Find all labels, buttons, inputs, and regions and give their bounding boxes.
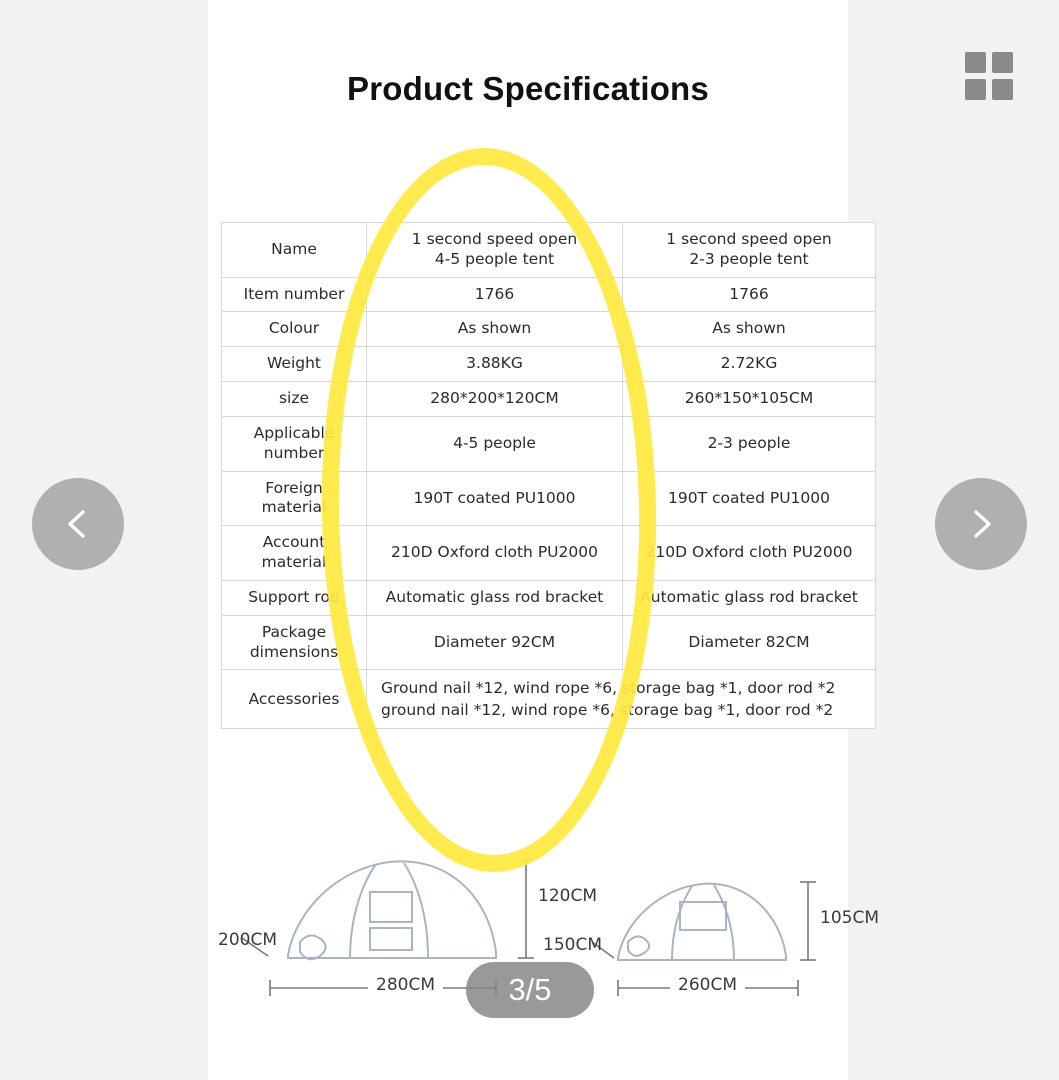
row-label: Weight [222,347,367,382]
grid-cell [965,79,986,100]
row-value-a: 190T coated PU1000 [367,471,623,526]
table-row [222,471,876,526]
row-value-b: 1 second speed open 2-3 people tent [623,223,876,278]
left-width-label: 280CM [368,975,443,995]
row-value-b: 2.72KG [623,347,876,382]
row-value-a: Diameter 92CM [367,615,623,670]
next-image-button[interactable] [935,478,1027,570]
row-label: Item number [222,277,367,312]
table-row [222,223,876,278]
left-depth-label: 200CM [218,930,277,950]
product-image[interactable] [208,0,879,1080]
row-label: size [222,382,367,417]
chevron-right-icon [964,507,998,541]
row-value-b: Automatic glass rod bracket [623,580,876,615]
row-value-a: 3.88KG [367,347,623,382]
table-row [222,347,876,382]
row-label: Applicable number [222,416,367,471]
row-value-a: As shown [367,312,623,347]
left-height-label: 120CM [538,886,597,906]
row-value-b: As shown [623,312,876,347]
table-row [222,382,876,417]
row-value-b: 2-3 people [623,416,876,471]
table-row-accessories [222,670,876,729]
row-label: Colour [222,312,367,347]
right-depth-label: 150CM [543,935,602,955]
specifications-table [221,222,858,729]
table-row [222,615,876,670]
row-label: Support rod [222,580,367,615]
row-value-a: 210D Oxford cloth PU2000 [367,526,623,581]
grid-cell [965,52,986,73]
prev-image-button[interactable] [32,478,124,570]
row-value-a: 1 second speed open 4-5 people tent [367,223,623,278]
row-value-b: 260*150*105CM [623,382,876,417]
row-value-b: Diameter 82CM [623,615,876,670]
row-label: Account material [222,526,367,581]
row-value-a: Automatic glass rod bracket [367,580,623,615]
page-indicator: 3/5 [466,962,594,1018]
row-label: Name [222,223,367,278]
table-row [222,416,876,471]
grid-view-icon[interactable] [965,52,1013,100]
row-value-a: 1766 [367,277,623,312]
row-value-b: 1766 [623,277,876,312]
row-value-a: 4-5 people [367,416,623,471]
accessories-value: Ground nail *12, wind rope *6, storage bag *1, door rod *2 ground nail *12, wind rope *6, storage bag *1, door rod *2 [367,670,876,729]
table-row [222,526,876,581]
row-value-b: 190T coated PU1000 [623,471,876,526]
table-row [222,312,876,347]
row-value-b: 210D Oxford cloth PU2000 [623,526,876,581]
grid-cell [992,79,1013,100]
row-value-a: 280*200*120CM [367,382,623,417]
right-height-label: 105CM [820,908,879,928]
row-label: Package dimensions [222,615,367,670]
row-label: Foreign material [222,471,367,526]
page-title: Product Specifications [347,70,709,107]
chevron-left-icon [61,507,95,541]
right-width-label: 260CM [670,975,745,995]
table-row [222,277,876,312]
row-label: Accessories [222,670,367,729]
grid-cell [992,52,1013,73]
table-row [222,580,876,615]
